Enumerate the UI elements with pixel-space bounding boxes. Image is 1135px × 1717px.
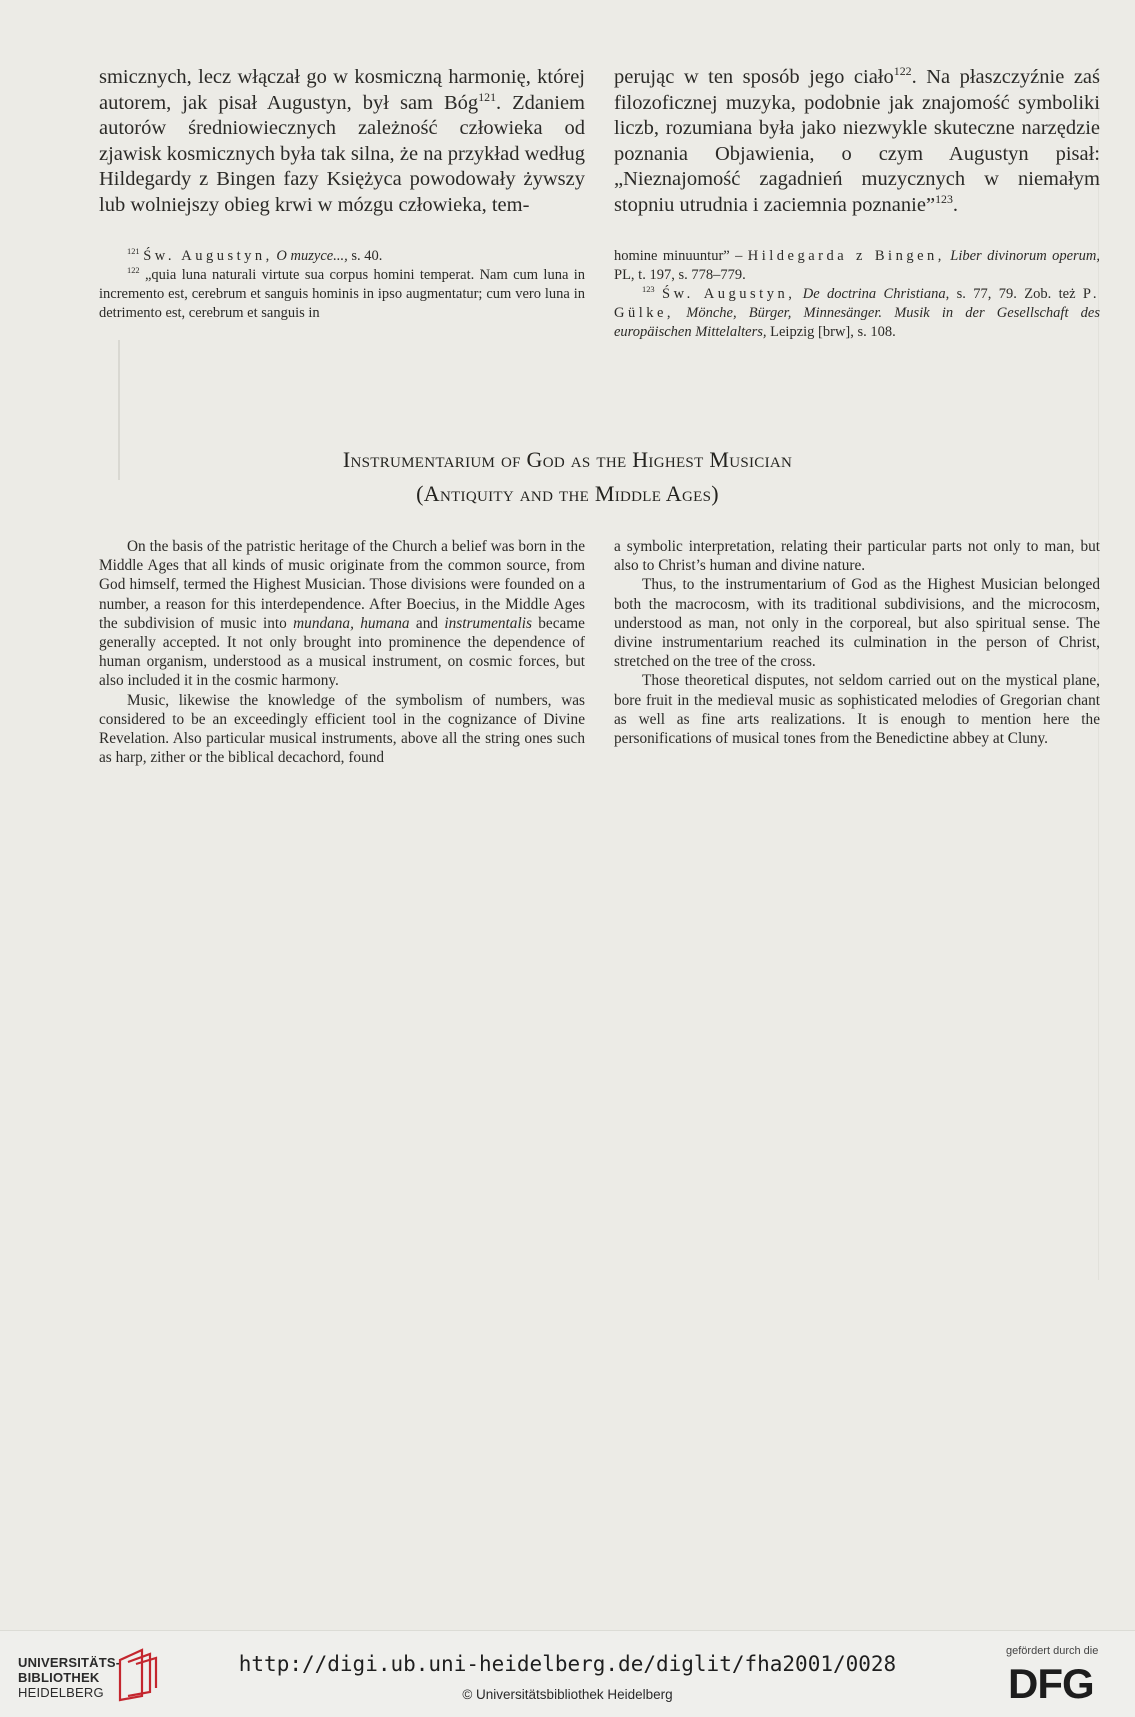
heading-line-2: (Antiquity and the Middle Ages) xyxy=(416,481,719,506)
footnotes-right xyxy=(614,247,1100,342)
paragraph: a symbolic interpretation, relating their particular parts not only to man, but also to Christ’s human and divine nature. xyxy=(614,538,1100,575)
library-logo-text[interactable]: UNIVERSITÄTS- BIBLIOTHEK HEIDELBERG xyxy=(18,1655,121,1700)
english-text-left xyxy=(99,537,585,767)
polish-text-right: perując w ten sposób jego ciało$^{122}$. Na płaszczyźnie zaś filozoficznej muzyka, podobnie jak znajomość symboliki liczb, rozumiana była jako niezwykle skuteczne narzędzie poznania Objawienia, o czym Augustyn pisał: „Nieznajomość zagadnień muzycznych w niemałym stopniu utrudnia i zaciemnia poznanie”$^{123}$. xyxy=(614,64,1100,216)
funding-label: gefördert durch die xyxy=(1006,1645,1099,1657)
copyright-notice: © Universitätsbibliothek Heidelberg xyxy=(462,1687,673,1702)
footnote-ref-123[interactable]: 123 xyxy=(935,191,953,206)
dfg-logo[interactable]: DFG xyxy=(1008,1660,1094,1707)
paragraph: Music, likewise the knowledge of the symbolism of numbers, was considered to be an exceedingly efficient tool in the cognizance of Divine Revelation. Also particular musical instruments, above all the string ones such as harp, zither or the biblical decachord, found xyxy=(99,691,585,767)
paragraph: Those theoretical disputes, not seldom carried out on the mystical plane, bore fruit in the medieval music as sophisticated melodies of Gregorian chant as well as fine arts realizations. It is enough to mention here the personifications of musical tones from the Benedictine abbey at Cluny. xyxy=(614,672,1100,748)
heading-line-1: Instrumentarium of God as the Highest Musician xyxy=(342,447,793,472)
footnotes-left xyxy=(99,247,585,323)
permalink-url[interactable]: http://digi.ub.uni-heidelberg.de/diglit/fha2001/0028 xyxy=(238,1652,897,1676)
footnote-122: $^{122}$ „quia luna naturali virtute sua corpus homini temperat. Nam cum luna in incremento est, cerebrum et sanguis hominis in ipso augmentatur; cum vero luna in detrimento est, cerebrum et sanguis in xyxy=(99,266,586,321)
footnote-123: $^{123}$ Św. Augustyn, De doctrina Christiana, s. 77, 79. Zob. też P. Gülke, Mönche, Bürger, Minnesänger. Musik in der Gesellschaft des europäischen Mittelalters, Leipzig [brw], s. 108. xyxy=(614,285,1101,340)
footnote-ref-121[interactable]: 121 xyxy=(478,89,496,104)
paragraph: On the basis of the patristic heritage of the Church a belief was born in the Middle Ages that all kinds of music originate from the common source, from God himself, termed the Highest Musician. Those divisions were founded on a number, a reason for this interdependence. After Boecius, in the Middle Ages the subdivision of music into mundana, humana and instrumentalis became generally accepted. It not only brought into prominence the dependence of human organism, understood as a musical instrument, on cosmic forces, but also included it in the cosmic harmony. xyxy=(99,538,585,690)
footnote-ref-122[interactable]: 122 xyxy=(893,64,912,79)
section-heading xyxy=(0,443,1135,511)
english-text-right xyxy=(614,537,1100,748)
polish-text-left: smicznych, lecz włączał go w kosmiczną harmonię, której autorem, jak pisał Augustyn, był sam Bóg$^{121}$. Zdaniem autorów średniowiecznych zależność człowieka od zjawisk kosmicznych była tak silna, że na przykład według Hildegardy z Bingen fazy Księżyca powodowały żywszy lub wolniejszy obieg krwi w mózgu człowieka, tem- xyxy=(99,66,585,216)
footnote-121: $^{121}$ Św. Augustyn, O muzyce..., s. 40. xyxy=(127,247,383,264)
footnote-122-continued: homine minuuntur” – Hildegarda z Bingen, Liber divinorum operum, PL, t. 197, s. 778–779. xyxy=(614,248,1101,283)
paragraph: Thus, to the instrumentarium of God as the Highest Musician belonged both the macrocosm, with its traditional subdivisions, and the microcosm, understood as man, not only in the corporeal, but also spiritual sense. The divine instrumentarium reached its culmination in the person of Christ, stretched on the tree of the cross. xyxy=(614,576,1100,671)
